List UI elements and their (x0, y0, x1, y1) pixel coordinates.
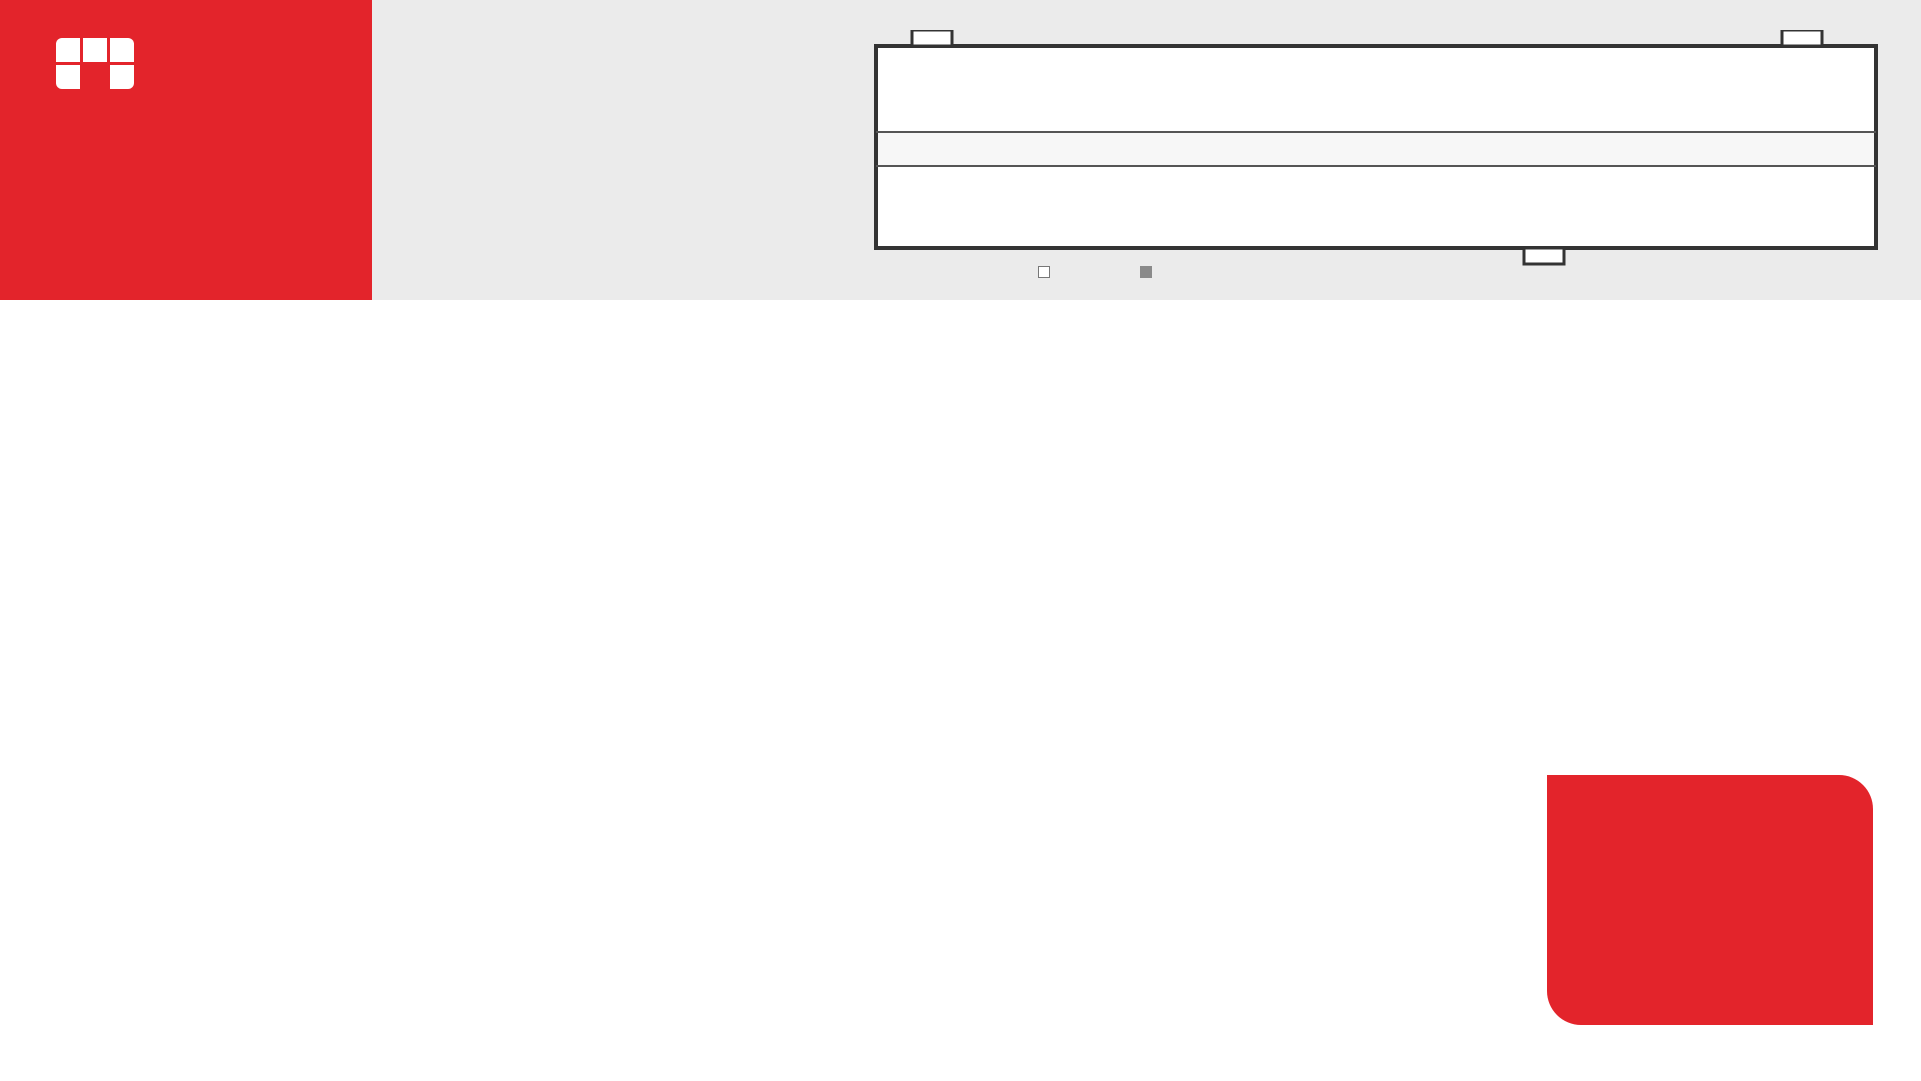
header (0, 0, 1921, 300)
leasing-callout (1547, 775, 1873, 1025)
legend-occupied (1038, 266, 1056, 278)
legend-occupied-swatch (1038, 266, 1050, 278)
sass-logo (56, 38, 306, 158)
logo-tiles-icon (56, 38, 138, 100)
floor-plan-map (872, 30, 1882, 270)
brand-panel (0, 0, 372, 300)
welcome-heading (423, 64, 429, 98)
legend-available-swatch (1140, 266, 1152, 278)
legend-available (1140, 266, 1158, 278)
